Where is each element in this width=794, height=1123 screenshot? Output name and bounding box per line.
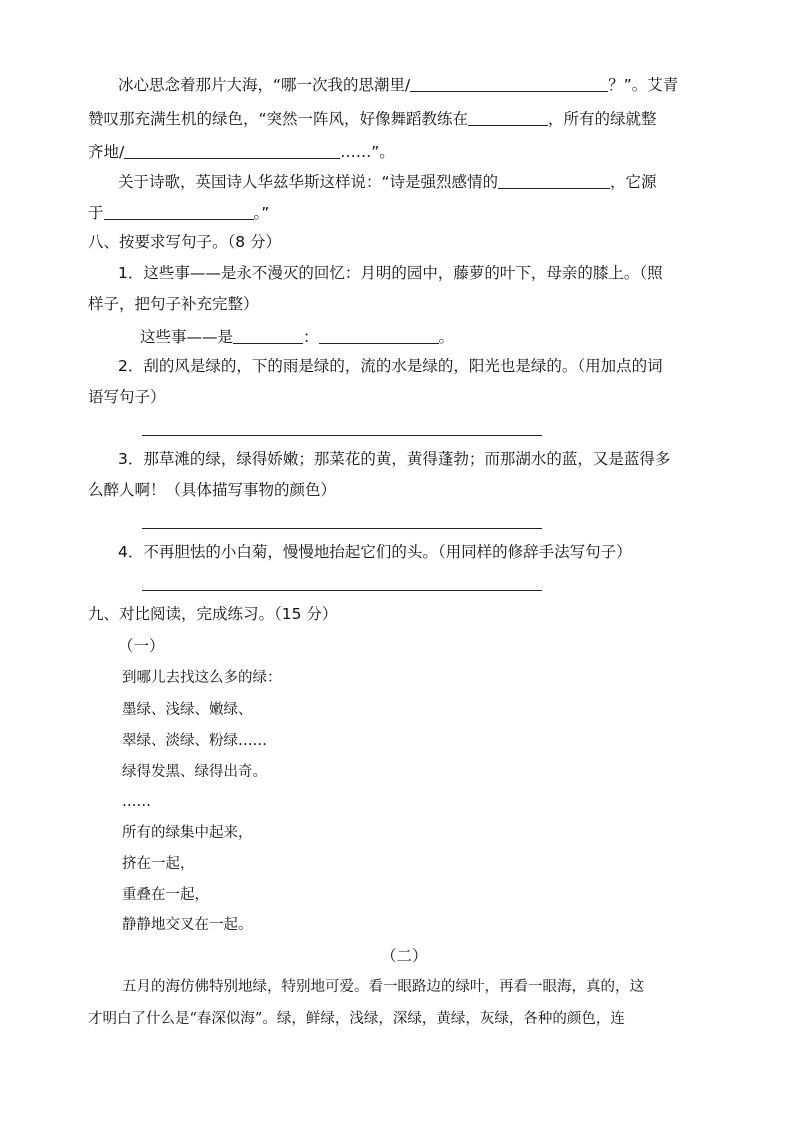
question-1-completion-prefix: 这些事——是 <box>140 328 234 346</box>
part-2-label: （二） <box>381 947 428 965</box>
poem-line-3-text-a: 齐地/ <box>88 143 125 161</box>
poem-verse-line: …… <box>122 794 151 810</box>
question-4-line-a: 4．不再胆怯的小白菊，慢慢地抬起它们的头。（用同样的修辞手法写句子） <box>118 543 632 561</box>
poem-line-3-text-b: ……”。 <box>340 143 395 161</box>
passage-line-2: 才明白了什么是“春深似海”。绿，鲜绿，浅绿，深绿，黄绿，灰绿，各种的颜色，连 <box>88 1011 625 1027</box>
poem-line-2-text-a: 赞叹那充满生机的绿色，“突然一阵风，好像舞蹈教练在 <box>88 110 469 128</box>
poem-line-1 <box>118 76 678 94</box>
answer-line[interactable] <box>142 590 542 591</box>
poem-verse-line: 所有的绿集中起来， <box>122 825 253 841</box>
blank-field[interactable] <box>498 173 610 189</box>
poem-line-1-text-a: 冰心思念着那片大海，“哪一次我的思潮里/ <box>118 76 411 94</box>
poem-line-1-text-b: ？”。艾青 <box>608 76 679 94</box>
question-2-line-b: 语写句子） <box>88 388 166 406</box>
answer-line[interactable] <box>142 528 542 529</box>
poem-line-2-text-b: ，所有的绿就整 <box>548 110 657 128</box>
poem-line-5 <box>88 204 269 222</box>
blank-field[interactable] <box>410 76 608 92</box>
blank-field[interactable] <box>468 110 548 126</box>
question-2-line-a: 2．刮的风是绿的，下的雨是绿的，流的水是绿的，阳光也是绿的。（用加点的词 <box>118 357 663 375</box>
poem-verse-line: 翠绿、淡绿、粉绿…… <box>122 733 267 749</box>
blank-field[interactable] <box>319 328 439 344</box>
poem-line-5-text-b: 。” <box>253 204 270 222</box>
poem-verse-line: 墨绿、浅绿、嫩绿、 <box>122 702 253 718</box>
question-1-line-a: 1．这些事——是永不漫灭的回忆：月明的园中，藤萝的叶下，母亲的膝上。（照 <box>118 264 663 282</box>
question-1-period: 。 <box>438 328 455 346</box>
part-1-label: （一） <box>118 637 165 655</box>
poem-verse-line: 到哪儿去找这么多的绿： <box>122 670 282 686</box>
passage-line-1: 五月的海仿佛特别地绿，特别地可爱。看一眼路边的绿叶，再看一眼海，真的，这 <box>122 979 644 995</box>
blank-field[interactable] <box>124 143 340 159</box>
poem-line-5-text-a: 于 <box>88 204 104 222</box>
poem-verse-line: 挤在一起， <box>122 856 195 872</box>
blank-field[interactable] <box>104 204 254 220</box>
poem-verse-line: 绿得发黑、绿得出奇。 <box>122 764 267 780</box>
question-1-completion <box>140 328 454 346</box>
question-1-line-b: 样子，把句子补充完整） <box>88 295 259 313</box>
question-1-colon: ： <box>303 328 319 346</box>
question-3-line-b: 么醉人啊！（具体描写事物的颜色） <box>88 481 337 499</box>
section-9-heading: 九、对比阅读，完成练习。（15 分） <box>88 605 338 623</box>
poem-line-2 <box>88 110 657 128</box>
poem-line-3 <box>88 143 395 161</box>
poem-line-4-text-b: ，它源 <box>610 173 657 191</box>
poem-line-4 <box>118 173 657 191</box>
section-8-heading: 八、按要求写句子。（8 分） <box>88 233 282 251</box>
question-3-line-a: 3．那草滩的绿，绿得娇嫩；那菜花的黄，黄得蓬勃；而那湖水的蓝，又是蓝得多 <box>118 450 671 468</box>
poem-verse-line: 静静地交叉在一起。 <box>122 917 253 933</box>
poem-verse-line: 重叠在一起， <box>122 887 209 903</box>
blank-field[interactable] <box>233 328 303 344</box>
answer-line[interactable] <box>142 435 542 436</box>
poem-line-4-text-a: 关于诗歌，英国诗人华兹华斯这样说：“诗是强烈感情的 <box>118 173 499 191</box>
